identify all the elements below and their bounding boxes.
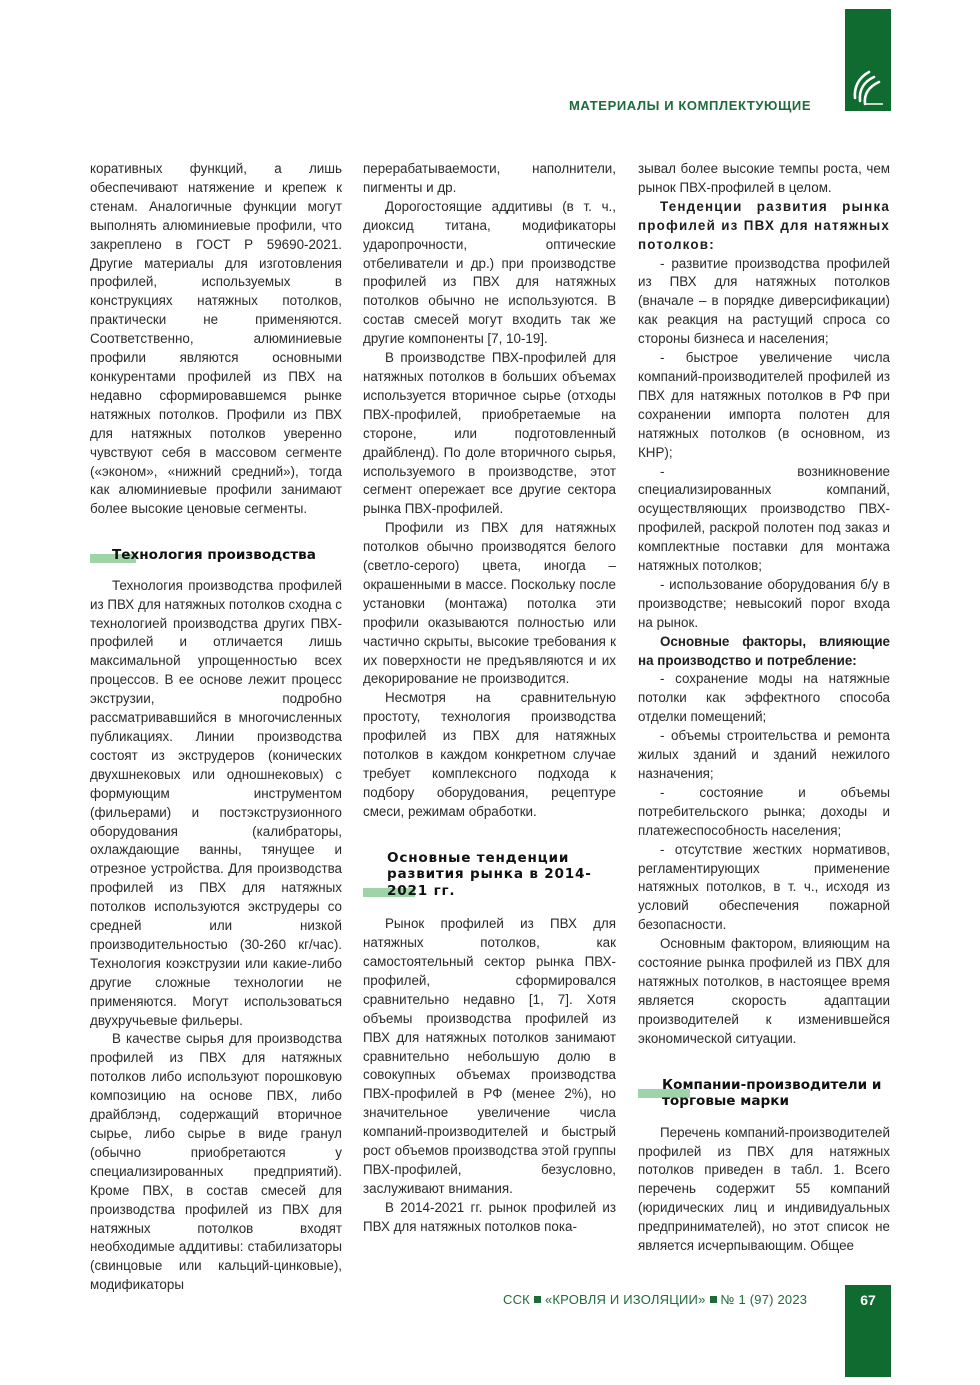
footer-issue: № 1 (97) 2023: [720, 1292, 808, 1307]
trends-heading: Тенденции развития рынка профилей из ПВХ для натяжных потолков:: [638, 198, 890, 252]
paragraph: Рынок профилей из ПВХ для натяжных потолков, как самостоятельный сектор рынка ПВХ-профилей, сформировался сравнительно недавно [1, 7]. Хотя объемы производства профилей из ПВХ для натяжных потолков занимают сравнительно небольшую долю в совокупных объемах производства ПВХ-профилей в РФ (менее 2%), но значительное увеличение числа компаний-производителей и быстрый рост объемов производства этой группы ПВХ-профилей, безусловно, заслуживают внимания.: [363, 916, 616, 1196]
section-heading-companies: Компании-производители и торговые марки: [638, 1077, 890, 1110]
paragraph: зывал более высокие темпы роста, чем рынок ПВХ-профилей в целом.: [638, 161, 890, 195]
paragraph: В производстве ПВХ-профилей для натяжных потолков в больших объемах используется вторичное сырье (отходы ПВХ-профилей, приобретаемые на стороне, или подготовленный драйбленд). По доле вторичного сырья, используемого в производстве, этот сегмент опережает все другие сектора рынка ПВХ-профилей.: [363, 350, 616, 517]
paragraph: Основным фактором, влияющим на состояние рынка профилей из ПВХ для натяжных потолков, в настоящее время является скорость адаптации производителей к изменившейся экономической ситуации.: [638, 936, 890, 1046]
separator-square-icon: [710, 1296, 717, 1303]
column-1: [90, 160, 342, 1295]
paragraph: В 2014-2021 гг. рынок профилей из ПВХ для натяжных потолков пока-: [363, 1199, 616, 1234]
paragraph: Профили из ПВХ для натяжных потолков обычно производятся белого (светло-серого) цвета, иногда – окрашенными в массе. Поскольку после установки (монтажа) потолка эти профили оказываются полностью или частично скрыты, высокие требования к их поверхности не предъявляются и их декорирование не производится.: [363, 520, 616, 687]
column-2: [363, 160, 616, 1237]
column-3: [638, 160, 890, 1256]
section-heading-trends: Основные тенденции развития рынка в 2014-2021 гг.: [363, 850, 616, 900]
section-heading-technology: Технология производства: [90, 547, 342, 564]
list-item: - сохранение моды на натяжные потолки как эффектного способа отделки помещений;: [638, 671, 890, 725]
section-label: МАТЕРИАЛЫ И КОМПЛЕКТУЮЩИЕ: [569, 98, 812, 113]
footer-journal-title: «КРОВЛЯ И ИЗОЛЯЦИИ»: [544, 1292, 706, 1307]
page-number: 67: [860, 1292, 876, 1308]
footer-publisher: ССК: [503, 1292, 530, 1307]
list-item: - быстрое увеличение числа компаний-производителей профилей из ПВХ для натяжных потолков в РФ при сохранении импорта полотен для натяжных потолков (в основном, из КНР);: [638, 350, 890, 460]
separator-square-icon: [534, 1296, 541, 1303]
paragraph: Технология производства профилей из ПВХ для натяжных потолков сходна с технологией производства других ПВХ-профилей и отличается лишь максимальной упрощенностью всех процессов. В ее основе лежит процесс экструзии, подробно рассматривавшийся в многочисленных публикациях. Линии производства состоят из экструдеров (конических двухшнековых или одношнековых) с формующим инструментом (фильерами) и постэкструзионного оборудования (калибраторы, охлаждающие ванны, тянущее и отрезное устройства. Для производства профилей из ПВХ для натяжных потолков используются экструдеры со средней или низкой производительностью (30-260 кг/час). Технология коэкструзии или какие-либо другие сложные технологии не применяются. Могут использоваться двухручьевые фильеры.: [90, 577, 342, 1028]
paragraph: перерабатываемости, наполнители, пигменты и др.: [363, 161, 616, 195]
paragraph: Дорогостоящие аддитивы (в т. ч., диоксид титана, модификаторы ударопрочности, оптические отбеливатели и др.) при производстве профилей из ПВХ для натяжных потолков обычно не используются. В состав смесей могут входить так же другие компоненты [7, 10-19].: [363, 198, 616, 347]
paragraph: коративных функций, а лишь обеспечивают натяжение и крепеж к стенам. Аналогичные функции могут выполнять алюминиевые профили, что закреплено в ГОСТ Р 59690-2021. Другие материалы для изготовления профилей, используемых в конструкциях натяжных потолков, практически не применяются. Соответственно, алюминиевые профили являются основными конкурентами профилей из ПВХ на недавно сформировавшемся рынке натяжных потолков. Профили из ПВХ для натяжных потолков уверенно чувствуют себя в массовом сегменте («эконом», «нижний средний»), тогда как алюминиевые профили занимают более высокие ценовые сегменты.: [90, 161, 342, 517]
list-item: - состояние и объемы потребительского рынка; доходы и платежеспособность населения;: [638, 784, 890, 838]
list-item: - возникновение специализированных компаний, осуществляющих производство ПВХ-профилей, раскрой полотен под заказ и комплектные поставки для монтажа натяжных потолков;: [638, 463, 890, 574]
journal-footer: [503, 1292, 807, 1307]
paragraph: Несмотря на сравнительную простоту, технология производства профилей из ПВХ для натяжных потолков в каждом конкретном случае требует комплексного подхода к подбору оборудования, рецептуре смеси, режимам обработки.: [363, 690, 616, 819]
list-item: - отсутствие жестких нормативов, регламентирующих применение натяжных потолков, в т. ч., исходя из условий обеспечения пожарной безопасности.: [638, 841, 890, 933]
paragraph: В качестве сырья для производства профилей из ПВХ для натяжных потолков либо используют порошковую композицию на основе ПВХ, либо драйблэнд, содержащий вторичное сырье, либо сырье в виде гранул (обычно приобретаются у специализированных предприятий). Кроме ПВХ, в состав смесей для производства профилей из ПВХ для натяжных потолков входят необходимые аддитивы: стабилизаторы (свинцовые или кальций-цинковые), модификаторы: [90, 1031, 342, 1293]
list-item: - объемы строительства и ремонта жилых зданий и зданий нежилого назначения;: [638, 728, 890, 781]
list-item: - развитие производства профилей из ПВХ для натяжных потолков (вначале – в порядке диверсификации) как реакция на растущий спроса со стороны бизнеса и населения;: [638, 255, 890, 347]
journal-logo-icon: [849, 68, 889, 108]
factors-heading: Основные факторы, влияющие на производство и потребление:: [638, 633, 890, 668]
paragraph: Перечень компаний-производителей профилей из ПВХ для натяжных потолков приведен в табл. 1. Всего перечень содержит 55 компаний (юридических лиц и индивидуальных предпринимателей), но этот список не является исчерпывающим. Общее: [638, 1124, 890, 1254]
list-item: - использование оборудования б/у в производстве; невысокий порог входа на рынок.: [638, 576, 890, 630]
